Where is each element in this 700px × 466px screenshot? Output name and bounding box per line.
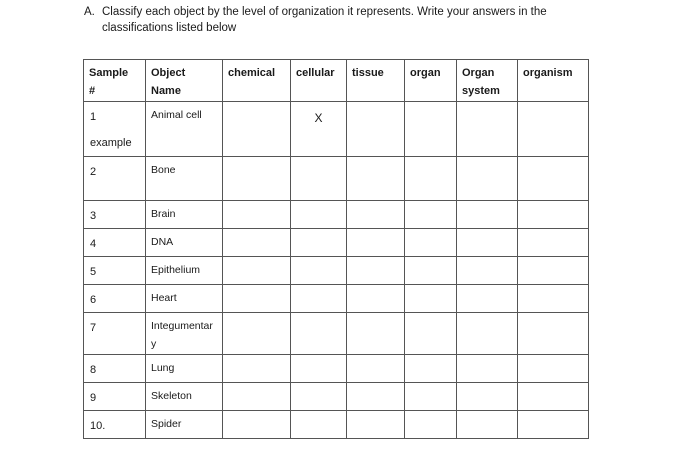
- answer-cell-organ-system[interactable]: [457, 157, 518, 201]
- header-sample-line-1: Sample: [89, 67, 129, 79]
- sample-number-cell: [84, 102, 146, 157]
- answer-cell-cellular[interactable]: [291, 285, 347, 313]
- header-organism: organism: [518, 60, 589, 102]
- answer-cell-organ[interactable]: [405, 285, 457, 313]
- sample-number: 10.: [84, 411, 146, 439]
- answer-cell-organ[interactable]: [405, 229, 457, 257]
- answer-cell-chemical[interactable]: [223, 411, 291, 439]
- object-name: Skeleton: [146, 383, 223, 411]
- answer-cell-chemical[interactable]: [223, 102, 291, 157]
- answer-cell-cellular[interactable]: [291, 229, 347, 257]
- table-row: [84, 355, 589, 383]
- answer-cell-tissue[interactable]: [347, 201, 405, 229]
- answer-cell-organism[interactable]: [518, 157, 589, 201]
- answer-cell-organ-system[interactable]: [457, 257, 518, 285]
- table-row: [84, 285, 589, 313]
- answer-cell-organ[interactable]: [405, 355, 457, 383]
- answer-cell-organ[interactable]: [405, 102, 457, 157]
- answer-cell-tissue[interactable]: [347, 355, 405, 383]
- answer-cell-tissue[interactable]: [347, 257, 405, 285]
- table-row: [84, 201, 589, 229]
- answer-cell-organ-system[interactable]: [457, 229, 518, 257]
- answer-cell-cellular[interactable]: [291, 313, 347, 355]
- object-name: Heart: [146, 285, 223, 313]
- answer-cell-cellular[interactable]: X: [291, 102, 347, 157]
- answer-cell-chemical[interactable]: [223, 355, 291, 383]
- table-row: [84, 257, 589, 285]
- answer-cell-organism[interactable]: [518, 383, 589, 411]
- answer-cell-chemical[interactable]: [223, 285, 291, 313]
- answer-cell-tissue[interactable]: [347, 157, 405, 201]
- sample-number: 7: [84, 313, 146, 355]
- header-chemical: chemical: [223, 60, 291, 102]
- object-name: Animal cell: [146, 102, 223, 157]
- answer-cell-organ[interactable]: [405, 313, 457, 355]
- header-cellular: cellular: [291, 60, 347, 102]
- sample-number: 8: [84, 355, 146, 383]
- header-sample: [84, 60, 146, 102]
- answer-cell-organ-system[interactable]: [457, 102, 518, 157]
- table-row: [84, 157, 589, 201]
- answer-cell-organ[interactable]: [405, 157, 457, 201]
- object-name: Epithelium: [146, 257, 223, 285]
- header-tissue: tissue: [347, 60, 405, 102]
- answer-cell-chemical[interactable]: [223, 383, 291, 411]
- answer-cell-tissue[interactable]: [347, 383, 405, 411]
- answer-cell-cellular[interactable]: [291, 157, 347, 201]
- answer-cell-organism[interactable]: [518, 102, 589, 157]
- answer-cell-cellular[interactable]: [291, 355, 347, 383]
- classification-table: [83, 59, 589, 439]
- answer-cell-cellular[interactable]: [291, 383, 347, 411]
- header-organ: organ: [405, 60, 457, 102]
- answer-cell-tissue[interactable]: [347, 285, 405, 313]
- table-row: [84, 229, 589, 257]
- answer-cell-chemical[interactable]: [223, 157, 291, 201]
- object-name-cell: [146, 313, 223, 355]
- answer-cell-organism[interactable]: [518, 229, 589, 257]
- answer-cell-organ-system[interactable]: [457, 383, 518, 411]
- answer-cell-cellular[interactable]: [291, 411, 347, 439]
- answer-cell-organ[interactable]: [405, 257, 457, 285]
- table-row: [84, 102, 589, 157]
- example-note: example: [90, 137, 132, 149]
- object-name: Spider: [146, 411, 223, 439]
- table-row: [84, 313, 589, 355]
- answer-cell-organ[interactable]: [405, 201, 457, 229]
- answer-cell-organ[interactable]: [405, 383, 457, 411]
- header-object-line-2: Name: [151, 85, 181, 97]
- instructions-line-2: classifications listed below: [102, 22, 237, 34]
- answer-cell-organism[interactable]: [518, 257, 589, 285]
- header-organ-system-line-2: system: [462, 85, 500, 97]
- sample-number: 6: [84, 285, 146, 313]
- header-row: [84, 60, 589, 102]
- answer-cell-chemical[interactable]: [223, 257, 291, 285]
- answer-cell-cellular[interactable]: [291, 257, 347, 285]
- object-name: Integumentary: [151, 320, 213, 350]
- answer-cell-chemical[interactable]: [223, 313, 291, 355]
- sample-number: 3: [84, 201, 146, 229]
- answer-cell-chemical[interactable]: [223, 201, 291, 229]
- instructions-line-1: Classify each object by the level of organization it represents. Write your answers in the: [102, 6, 547, 18]
- instructions-marker: A.: [84, 6, 95, 18]
- answer-cell-chemical[interactable]: [223, 229, 291, 257]
- answer-cell-tissue[interactable]: [347, 411, 405, 439]
- answer-cell-tissue[interactable]: [347, 102, 405, 157]
- answer-cell-organism[interactable]: [518, 285, 589, 313]
- answer-cell-organ[interactable]: [405, 411, 457, 439]
- instructions: [84, 4, 644, 36]
- sample-number: 9: [84, 383, 146, 411]
- answer-cell-organ-system[interactable]: [457, 411, 518, 439]
- table-row: [84, 383, 589, 411]
- header-sample-line-2: #: [89, 85, 96, 97]
- answer-cell-organ-system[interactable]: [457, 285, 518, 313]
- header-object-name: [146, 60, 223, 102]
- object-name: Bone: [146, 157, 223, 201]
- answer-cell-tissue[interactable]: [347, 313, 405, 355]
- sample-number: 1: [90, 111, 97, 123]
- answer-cell-organ-system[interactable]: [457, 313, 518, 355]
- answer-cell-organism[interactable]: [518, 201, 589, 229]
- answer-cell-organ-system[interactable]: [457, 355, 518, 383]
- answer-cell-tissue[interactable]: [347, 229, 405, 257]
- sample-number: 4: [84, 229, 146, 257]
- answer-cell-cellular[interactable]: [291, 201, 347, 229]
- object-name: DNA: [146, 229, 223, 257]
- answer-cell-organism[interactable]: [518, 411, 589, 439]
- answer-cell-organ-system[interactable]: [457, 201, 518, 229]
- object-name: Brain: [146, 201, 223, 229]
- answer-cell-organism[interactable]: [518, 313, 589, 355]
- header-organ-system: [457, 60, 518, 102]
- header-organ-system-line-1: Organ: [462, 67, 495, 79]
- table-row: [84, 411, 589, 439]
- answer-cell-organism[interactable]: [518, 355, 589, 383]
- header-object-line-1: Object: [151, 67, 186, 79]
- object-name: Lung: [146, 355, 223, 383]
- sample-number: 5: [84, 257, 146, 285]
- sample-number: 2: [84, 157, 146, 201]
